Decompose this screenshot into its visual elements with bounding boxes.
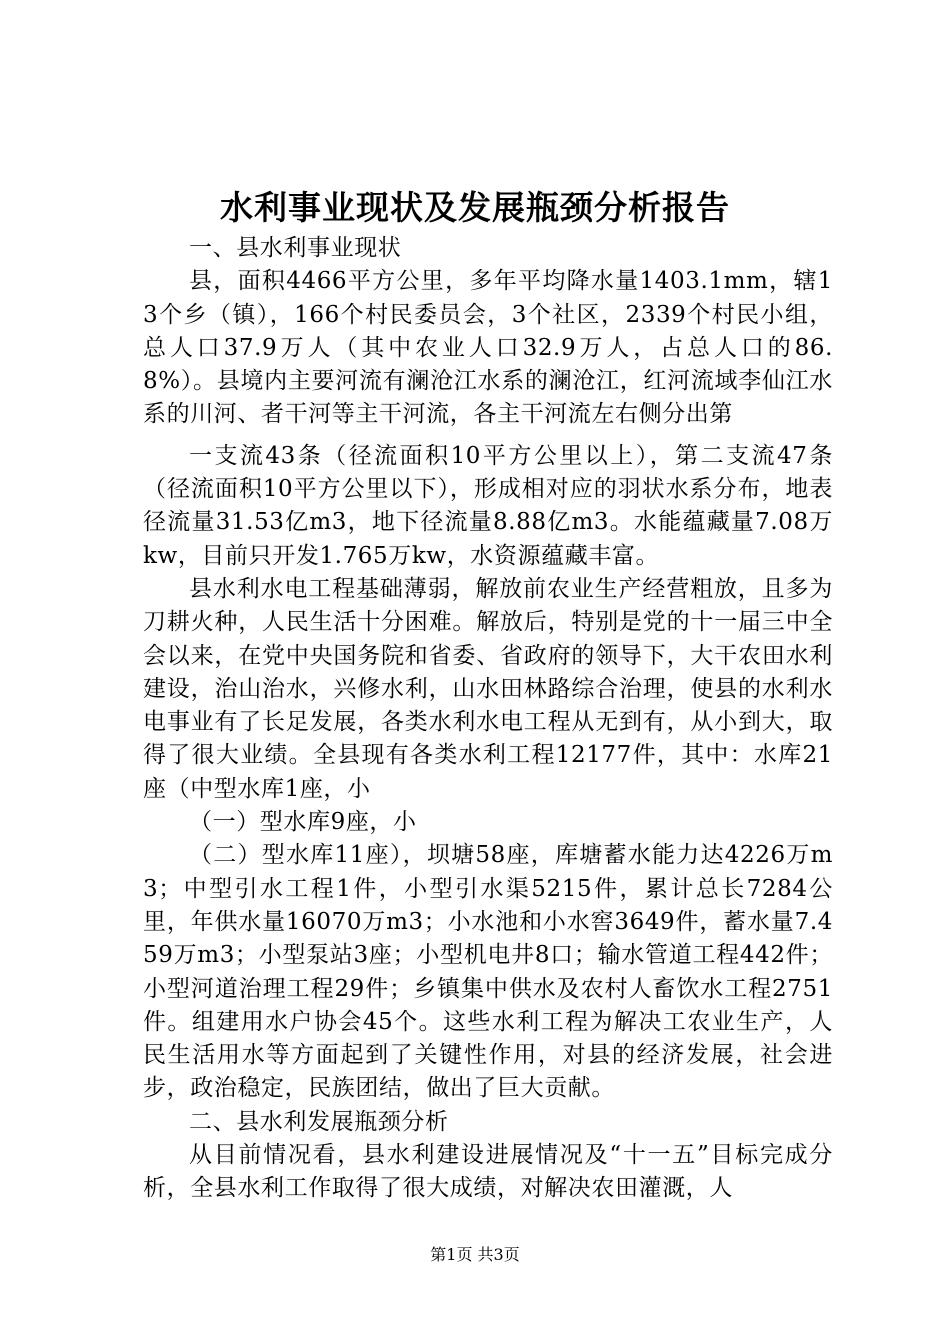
- paragraph-small-reservoir-2: （二）型水库11座），坝塘58座，库塘蓄水能力达4226万m3；中型引水工程1件，小型引水渠5215件，累计总长7284公里，年供水量16070万m3；小水池和小水窖3649件，蓄水量7.459万m3；小型泵站3座；小型机电井8口；输水管道工程442件；小型河道治理工程29件；乡镇集中供水及农村人畜饮水工程2751件。组建用水户协会45个。这些水利工程为解决工农业生产，人民生活用水等方面起到了关键性作用，对县的经济发展，社会进步，政治稳定，民族团结，做出了巨大贡献。: [143, 842, 833, 1102]
- paragraph-county-overview: 县，面积4466平方公里，多年平均降水量1403.1mm，辖13个乡（镇），166个村民委员会，3个社区，2339个村民小组，总人口37.9万人（其中农业人口32.9万人，占总人口的86.8%）。县境内主要河流有澜沧江水系的澜沧江，红河流域李仙江水系的川河、者干河等主干河流，各主干河流左右侧分出第: [143, 268, 833, 428]
- section-heading-2: 二、县水利发展瓶颈分析: [189, 1108, 449, 1135]
- document-body: [143, 232, 833, 1206]
- document-title: 水利事业现状及发展瓶颈分析报告: [220, 188, 730, 227]
- section-heading-1: 一、县水利事业现状: [189, 235, 402, 261]
- paragraph-tributaries: 一支流43条（径流面积10平方公里以上），第二支流47条（径流面积10平方公里以下），形成相对应的羽状水系分布，地表径流量31.53亿m3，地下径流量8.88亿m3。水能蕴藏量7.08万kw，目前只开发1.765万kw，水资源蕴藏丰富。: [143, 442, 833, 569]
- page-number-footer: 第1页 共3页: [430, 1245, 520, 1264]
- paragraph-bottleneck-analysis: 从目前情况看，县水利建设进展情况及“十一五”目标完成分析，全县水利工作取得了很大成绩，对解决农田灌溉，人: [143, 1142, 833, 1202]
- paragraph-small-reservoir-1: （一）型水库9座，小: [189, 809, 417, 836]
- paragraph-infrastructure: 县水利水电工程基础薄弱，解放前农业生产经营粗放，且多为刀耕火种，人民生活十分困难。解放后，特别是党的十一届三中全会以来，在党中央国务院和省委、省政府的领导下，大干农田水利建设，治山治水，兴修水利，山水田林路综合治理，使县的水利水电事业有了长足发展，各类水利水电工程从无到有，从小到大，取得了很大业绩。全县现有各类水利工程12177件，其中：水库21座（中型水库1座，小: [143, 575, 833, 802]
